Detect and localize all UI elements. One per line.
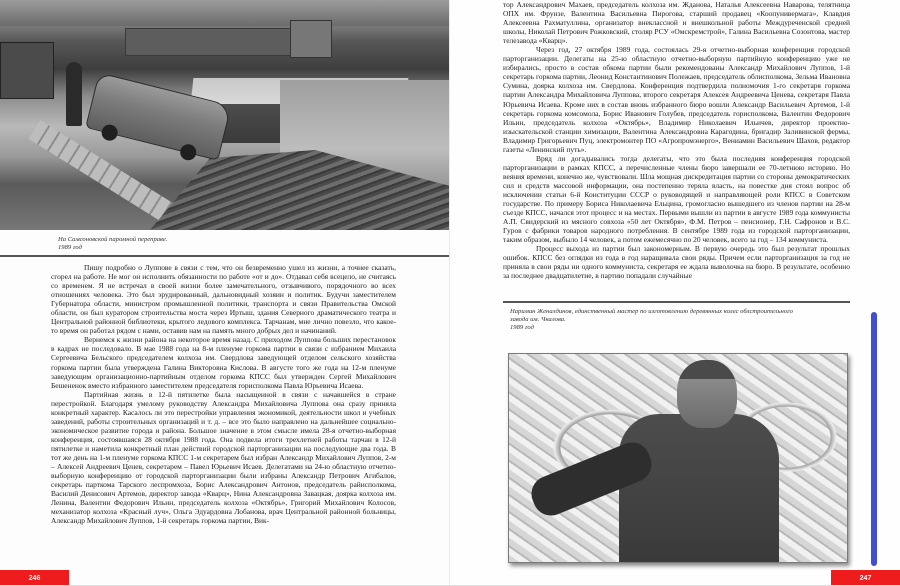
body-text xyxy=(503,0,850,280)
page-number: 246 xyxy=(28,574,41,582)
photo-car-wheel xyxy=(179,143,198,162)
photo-person-body xyxy=(619,414,779,562)
photo-person xyxy=(66,62,82,126)
paragraph: Пишу подробно о Луппове в связи с тем, что он безвременно ушел из жизни, а точнее сказать, сгорел на работе. Не мог он исполнить обязанности по работе «от и до». Отдавал себя всецело, не считаясь со временем. Я не встречал в своей жизни более замечательного, отзывчивого, порядочного во всех отношениях человека. Это был эрудированный, дальновидный хозяин и политик. Будучи заместителем Губернатора области, министром промышленной политики, транспорта и связи Правительства Омской области, он был куратором строительства моста через Иртыш, здания Северного драматического театра и Центральной районной библиотеки, крытого ледового комплекса. Тарчанам, мне лично повезло, что какое-то время он работал рядом с нами, оставив нам на память много добрых дел и начинаний. xyxy=(51,263,396,336)
paragraph: Процесс выхода из партии был закономерным. В первую очередь это был результат прошлых ошибок. КПСС без оглядки из года в год наращивала свои ряды. Причем если парторганизация за год не приняла в свои ряды ни одного коммуниста, секретаря ее ждала выволочка на бюро. В результате, особенно за последнее двадцатилетие, в партию попадали случайные xyxy=(503,244,850,281)
page-number: 247 xyxy=(859,574,872,582)
photo-sky xyxy=(0,0,450,26)
divider-rule xyxy=(503,301,850,303)
photo-caption xyxy=(510,308,890,332)
wheel-master-portrait xyxy=(508,353,848,563)
photo-caption xyxy=(58,236,318,252)
page-number-tab xyxy=(0,570,69,586)
ferry-crossing-photo xyxy=(0,0,450,230)
body-text xyxy=(51,263,396,525)
caption-line: На Самсоновской паромной переправе. xyxy=(58,236,168,243)
caption-line: завода им. Чкалова. xyxy=(510,316,566,323)
paragraph: Через год, 27 октября 1989 года, состоялась 29-я отчетно-выборная конференция городской парторганизации. Делегаты на 25-ю областную отчетно-выборную партийную конференцию уже не избирались, просто в состав обкома партии были рекомендованы Александр Михайлович Луппов, 1-й секретарь горкома партии, Леонид Константинович Полежаев, председатель облисполкома, Зельма Ивановна Сумина, доярка колхоза им. Свердлова. Конференция подтвердила полномочия 1-го секретаря горкома партии Александра Михайловича Луппова, второго секретаря Алексея Андреевича Ценева, секретаря Павла Юрьевича Исаева. Кроме них в состав вновь избранного бюро вошли Александр Васильевич Артемов, 1-й секретарь горкома комсомола, Борис Иванович Голубев, председатель горисполкома, Валентин Федорович Ильин, председатель колхоза «Октябрь», Владимир Николаевич Ильичев, директор проектно-изыскательской станции химизации, Валентина Александровна Карагодина, бригадир Заливинской фермы, Владимир Григорьевич Пуц, электромонтер ПО «Агропромэнерго», Вениамин Васильевич Шахов, редактор газеты «Ленинский путь». xyxy=(503,45,850,154)
caption-line: Нариман Женалдинов, единственный мастер по изготовлению деревянных колес облстроительного xyxy=(510,308,793,315)
photo-car-wheel xyxy=(100,123,119,142)
photo-jeep xyxy=(0,42,54,99)
paragraph: Вернемся к жизни района на некоторое время назад. С приходом Луппова больших перестановок в кадрах не последовало. В мае 1988 года на 8-м пленуме горкома партии в связи с избранием Михаила Сергеевича Бельского председателем колхоза им. Свердлова заведующей отделом сельского хозяйства горкома партии была утверждена Галина Викторовна Кислова. В августе того же года на 12-м пленуме заведующим организационно-партийным отделом горкома КПСС был утвержден Сергей Михайлович Бешененок вместо избранного заместителем председателя горисполкома Павла Юрьевича Исаева. xyxy=(51,335,396,390)
photo-person-head xyxy=(677,360,737,428)
caption-line: 1989 год xyxy=(510,324,534,331)
photo-ferry-cabin xyxy=(290,20,332,58)
paragraph: тор Александрович Махаев, председатель колхоза им. Жданова, Наталья Алексеевна Наварова, телятница ОПХ им. Фрунзе, Валентина Васильевна Пирогова, старший продавец «Коопунивермага», Клавдия Алексеевна Рахматуллина, организатор внеклассной и внешкольной работы Междуреченской средней школы, Николай Петрович Рожковский, столяр РСУ «Омскремстрой», Галина Васильевна Созонтова, мастер телезавода «Кварц». xyxy=(503,0,850,46)
page-number-tab xyxy=(831,570,900,586)
vertical-scrollbar[interactable] xyxy=(871,312,877,566)
divider-rule xyxy=(0,255,450,257)
photo-truck xyxy=(125,28,302,56)
caption-line: 1989 год xyxy=(58,244,82,251)
paragraph: Партийная жизнь в 12-й пятилетке была насыщенной в связи с начавшейся в стране перестройкой. Благодаря умелому руководству Александра Михайловича Луппова она сразу приняла конкретный характер. Касалось ли это перестройки управления экономикой, деятельности школ и учебных заведений, работы строительных организаций и т. д. – все это было направлено на дальнейшее социально-экономическое развитие города и района. Большое значение в этом смысле имела 28-я отчетно-выборная конференция, состоявшаяся 28 октября 1988 года. Она подвела итоги трехлетней работы тарчан в 12-й пятилетке и наметила конкретный план действий городской парторганизации на последующие два года. В тот же день на 1-м пленуме горкома КПСС 1-м секретарем был избран Александр Михайлович Луппов, 2-м – Алексей Андреевич Ценев, секретарем – Павел Юрьевич Исаев. Делегатами на 24-ю областную отчетно-выборную конференцию от городской парторганизации были избраны Александр Петрович Агибалов, секретарь парткома Тарского леспромхоза, Борис Александрович Антонов, председатель райисполкома, Василий Денисович Артемов, директор завода «Кварц», Нина Александровна Завацкая, доярка колхоза им. Ленина, Валентин Федорович Ильин, председатель колхоза «Октябрь», Григорий Михайлович Колосов, механизатор колхоза «Красный луч», Ольга Эдуардовна Лобанова, врач Центральной районной больницы, Александр Михайлович Луппов, 1-й секретарь горкома партии, Вик- xyxy=(51,389,396,526)
paragraph: Вряд ли догадывались тогда делегаты, что это была последняя конференция городской парторганизации в рамках КПСС, а перечисленные члены бюро завершали ее 70-летнюю историю. Но веяния времени, конечно же, чувствовали. Шла мощная дискредитация партии со стороны демократических сил и средств массовой информации, она постепенно теряла власть, на повестке дня стоял вопрос об исключении статьи 6-й Конституции СССР о руководящей и направляющей роли КПСС в Советском государстве. По примеру Бориса Николаевича Ельцина, громогласно вышедшего из членов партии на 28-м съезде КПСС, начался этот процесс и на местах. Первыми вышли из партии в августе 1989 года коммунисты А.П. Свидерский из мясного совхоза «50 лет Октября», Ф.М. Петров – пенсионер, Г.Н. Сафронов и В.С. Гуров с фабрики товаров народного потребления. В сентябре 1989 года из городской парторганизации, таким образом, выбыло 14 человек, а потом ежемесячно по 20 человек, всего за год – 134 коммуниста. xyxy=(503,153,850,245)
